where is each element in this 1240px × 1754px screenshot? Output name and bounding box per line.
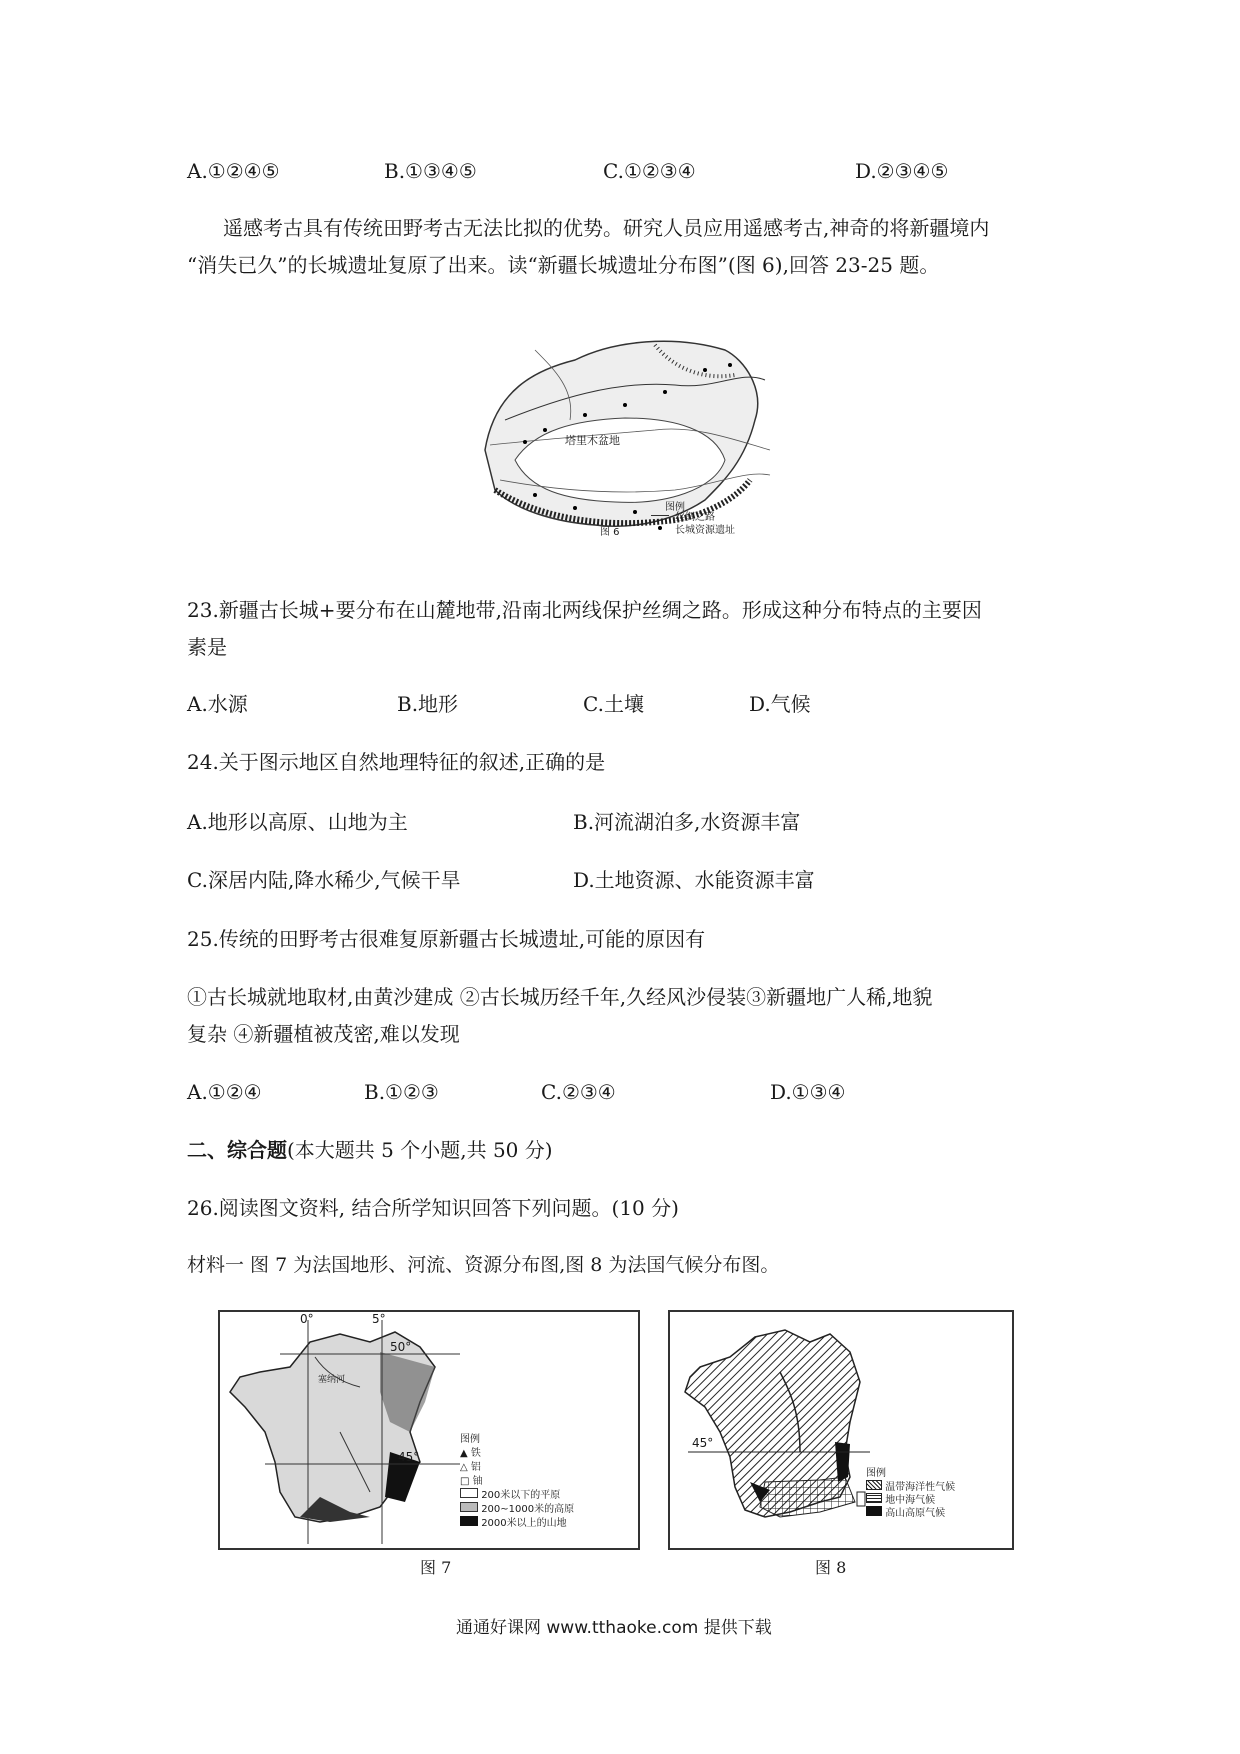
q25-stem: 25.传统的田野考古很难复原新疆古长城遗址,可能的原因有 [187,927,706,951]
fig7-legend-aluminium [460,1458,630,1472]
q25-option-a: A.①②④ [187,1080,262,1104]
intro-line-1: 遥感考古具有传统田野考古无法比拟的优势。研究人员应用遥感考古,神奇的将新疆境内 [223,216,990,240]
q24-stem: 24.关于图示地区自然地理特征的叙述,正确的是 [187,750,606,774]
fig7-legend-aluminium-label: 铝 [470,1462,481,1473]
q23-option-d: D.气候 [749,692,811,716]
fig8-legend-highland [866,1504,1011,1517]
oceanic-climate-swatch-icon [866,1480,882,1490]
fig6-legend-silk-road: 丝绸之路 [675,512,715,523]
fig7-lon-5: 5° [372,1312,386,1326]
fig8-legend-highland-label: 高山高原气候 [885,1508,946,1519]
fig7-legend-plain [460,1486,630,1500]
q22-option-d: D.②③④⑤ [855,159,949,183]
figure-8-map [668,1310,1014,1550]
fig6-silk-road-legend-line [651,515,669,516]
figure-6-map [475,330,775,545]
q25-option-d: D.①③④ [770,1080,846,1104]
mountain-swatch-icon [460,1516,478,1526]
aluminium-triangle-outline-icon: △ [460,1462,468,1473]
fig8-legend-oceanic-label: 温带海洋性气候 [885,1482,956,1493]
fig7-legend-title: 图例 [460,1434,480,1445]
q23-option-a: A.水源 [187,692,248,716]
q26-stem: 26.阅读图文资料, 结合所学知识回答下列问题。(10 分) [187,1196,679,1220]
plain-swatch-icon [460,1488,478,1498]
q25-items-line-1: ①古长城就地取材,由黄沙建成 ②古长城历经千年,久经风沙侵装③新疆地广人稀,地貌 [187,985,933,1009]
fig6-wall-legend-dot [658,526,662,530]
q24-option-b: B.河流湖泊多,水资源丰富 [573,810,801,834]
fig7-legend-iron [460,1444,630,1458]
fig6-basin-label: 塔里木盆地 [565,434,620,447]
fig7-legend [460,1444,630,1528]
fig7-caption: 图 7 [420,1558,452,1577]
q25-items-line-2: 复杂 ④新疆植被茂密,难以发现 [187,1022,460,1046]
q24-option-d: D.土地资源、水能资源丰富 [573,868,815,892]
fig8-caption: 图 8 [815,1558,847,1577]
intro-line-2: “消失已久”的长城遗址复原了出来。读“新疆长城遗址分布图”(图 6),回答 23-25 题。 [187,253,940,277]
q23-stem-line-1: 23.新疆古长城+要分布在山麓地带,沿南北两线保护丝绸之路。形成这种分布特点的主要因 [187,598,982,622]
fig6-caption: 图 6 [600,527,620,538]
q23-option-b: B.地形 [397,692,459,716]
q22-option-a: A.①②④⑤ [187,159,280,183]
fig7-legend-uranium [460,1472,630,1486]
q23-option-c: C.土壤 [583,692,644,716]
q22-option-c: C.①②③④ [603,159,696,183]
xinjiang-map-graphic [475,330,775,545]
fig7-lat-50: 50° [390,1340,412,1354]
fig6-legend-wall: 长城资源遗址 [675,525,735,536]
mediterranean-climate-swatch-icon [866,1493,882,1503]
q25-option-b: B.①②③ [364,1080,439,1104]
q24-option-a: A.地形以高原、山地为主 [187,810,408,834]
q22-option-b: B.①③④⑤ [384,159,477,183]
footer-download-note: 通通好课网 www.tthaoke.com 提供下载 [456,1618,772,1638]
fig6-legend-title: 图例 [665,502,685,513]
fig8-legend-oceanic [866,1478,1011,1491]
uranium-square-icon: □ [460,1476,470,1487]
iron-triangle-icon: ▲ [460,1448,468,1459]
fig7-legend-mountain [460,1514,630,1528]
q23-stem-line-2: 素是 [187,635,227,659]
fig7-lat-45: 45° [398,1450,420,1464]
figure-7-map [218,1310,640,1550]
section-2-note: (本大题共 5 个小题,共 50 分) [287,1138,553,1162]
fig7-legend-plateau [460,1500,630,1514]
fig7-river-label: 塞纳河 [318,1375,346,1385]
section-2-title: 二、综合题 [187,1138,287,1162]
q24-option-c: C.深居内陆,降水稀少,气候干旱 [187,868,461,892]
fig7-legend-uranium-label: 铀 [472,1476,483,1487]
highland-climate-swatch-icon [866,1506,882,1516]
fig7-legend-iron-label: 铁 [470,1448,481,1459]
q25-option-c: C.②③④ [541,1080,616,1104]
fig7-lon-0: 0° [300,1312,314,1326]
plateau-swatch-icon [460,1502,478,1512]
fig7-legend-plain-label: 200米以下的平原 [481,1490,561,1501]
section-2-heading [187,1136,553,1164]
fig8-legend-mediterranean-label: 地中海气候 [885,1495,936,1506]
fig8-lat-45: 45° [692,1436,714,1450]
fig7-legend-plateau-label: 200~1000米的高原 [481,1504,575,1515]
fig7-legend-mountain-label: 2000米以上的山地 [481,1518,567,1529]
fig8-legend [866,1478,1011,1517]
fig8-legend-title: 图例 [866,1468,886,1479]
q26-material-1: 材料一 图 7 为法国地形、河流、资源分布图,图 8 为法国气候分布图。 [187,1254,780,1276]
